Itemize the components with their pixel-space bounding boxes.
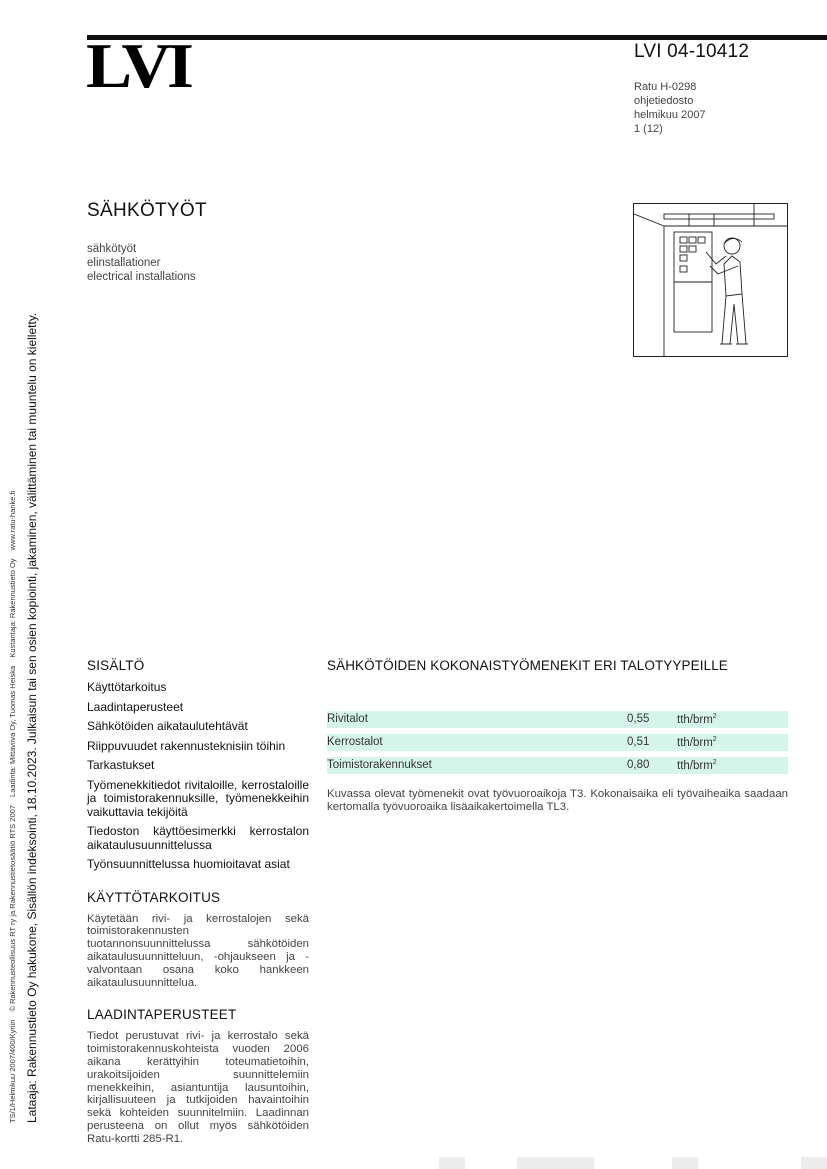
document-meta <box>634 80 706 136</box>
basis-text: Tiedot perustuvat rivi- ja kerrostalo sekä toimistorakennuskohteista vuoden 2006 aikana kerättyihin toteumatietoihin, urakoitsijoiden suunnittelemiin menekkeihin, asiantuntija lausuntoihin, kirjallisuuteen ja tutkijoiden havaintoihin sekä kohteiden suunnitelmiin. Laadinnan perusteena on ollut myös sähkötöiden Ratu-kortti 285-R1. <box>87 1029 309 1146</box>
document-code: LVI 04-10412 <box>634 41 750 62</box>
sidebar-download-notice: Lataaja: Rakennustieto Oy hakukone, Sisällön indeksointi, 18.10.2023. Julkaisun tai sen osien kopiointi, jakaminen, välittäminen tai muuntelu on kielletty. <box>25 312 39 1123</box>
subtitle-en: electrical installations <box>87 271 196 283</box>
summary-note: Kuvassa olevat työmenekit ovat työvuoroaikoja T3. Kokonaisaika eli työvaiheaika saadaan kertomalla työvuoroaika lisäaikakertoimella TL3. <box>327 788 788 813</box>
credit-line: TS/1/Helmikuu 2007/400/Kyriiri <box>8 1019 17 1123</box>
unit-text: tth/brm <box>677 759 713 772</box>
lvi-logo: LVI <box>86 30 190 101</box>
meta-line: 1 (12) <box>634 123 663 135</box>
footer-block <box>672 1157 698 1169</box>
credit-line: © Rakennusteollisuus RT ry ja Rakennustietosäätiö RTS 2007 <box>8 805 17 1012</box>
electrician-illustration <box>633 203 788 357</box>
right-column <box>327 658 788 825</box>
unit-exponent: 2 <box>712 736 717 743</box>
sidebar-credits <box>8 423 18 1123</box>
contents-item: Tarkastukset <box>87 758 155 772</box>
contents-item: Käyttötarkoitus <box>87 680 167 694</box>
table-row <box>327 757 788 774</box>
contents-item: Tiedoston käyttöesimerkki kerrostalon aikataulusuunnittelussa <box>87 824 309 852</box>
purpose-heading: KÄYTTÖTARKOITUS <box>87 889 221 905</box>
unit-exponent: 2 <box>712 759 717 766</box>
footer-block <box>801 1157 827 1169</box>
footer-block <box>517 1157 594 1169</box>
building-type: Rivitalot <box>327 713 368 725</box>
building-type: Kerrostalot <box>327 736 383 748</box>
contents-item: Sähkötöiden aikataulutehtävät <box>87 719 248 733</box>
contents-item: Laadintaperusteet <box>87 699 184 714</box>
contents-item: Työnsuunnittelussa huomioitavat asiat <box>87 857 290 871</box>
basis-section <box>87 1007 309 1146</box>
labour-value: 0,55 <box>627 713 650 725</box>
credit-line: Laadinta: Mittaviiva Oy, Tuomas Heiska <box>8 665 17 797</box>
contents-list <box>87 681 309 872</box>
labour-unit <box>677 713 717 726</box>
subtitle-sv: elinstallationer <box>87 257 161 269</box>
summary-heading: SÄHKÖTÖIDEN KOKONAISTYÖMENEKIT ERI TALOTYYPEILLE <box>327 658 728 673</box>
credit-line: www.ratu-hanke.fi <box>8 490 17 551</box>
left-column <box>87 658 309 1146</box>
labour-value: 0,80 <box>627 759 650 771</box>
meta-line: ohjetiedosto <box>634 95 694 107</box>
table-row <box>327 734 788 751</box>
contents-item: Työmenekkitiedot rivitaloille, kerrostaloille ja toimistorakennuksille, työmenekkeihin vaikuttavia tekijöitä <box>87 777 309 819</box>
building-type: Toimistorakennukset <box>327 759 432 771</box>
electrician-icon <box>634 204 787 356</box>
unit-text: tth/brm <box>677 736 713 749</box>
basis-heading: LAADINTAPERUSTEET <box>87 1006 237 1022</box>
unit-exponent: 2 <box>712 713 717 720</box>
meta-line: helmikuu 2007 <box>634 109 706 121</box>
page-title: SÄHKÖTYÖT <box>87 200 207 221</box>
summary-table <box>327 711 788 774</box>
subtitle-fi: sähkötyöt <box>87 243 137 255</box>
credit-line: Kustantaja: Rakennustieto Oy <box>8 558 17 658</box>
purpose-text: Käytetään rivi- ja kerrostalojen sekä toimistorakennusten tuotannonsuunnittelussa sähkötöiden aikataulusuunnitteluun, -ohjaukseen ja -valvontaan osana koko hankkeen aikataulusuunnittelua. <box>87 912 309 990</box>
labour-value: 0,51 <box>627 736 650 748</box>
labour-unit <box>677 736 717 749</box>
table-row <box>327 711 788 728</box>
unit-text: tth/brm <box>677 713 713 726</box>
contents-heading: SISÄLTÖ <box>87 658 145 673</box>
footer-block <box>439 1157 465 1169</box>
contents-item: Riippuvuudet rakennusteknisiin töihin <box>87 738 286 753</box>
purpose-section <box>87 890 309 990</box>
labour-unit <box>677 759 717 772</box>
header-rule <box>87 35 827 40</box>
meta-line: Ratu H-0298 <box>634 81 697 93</box>
title-translations <box>87 242 196 284</box>
